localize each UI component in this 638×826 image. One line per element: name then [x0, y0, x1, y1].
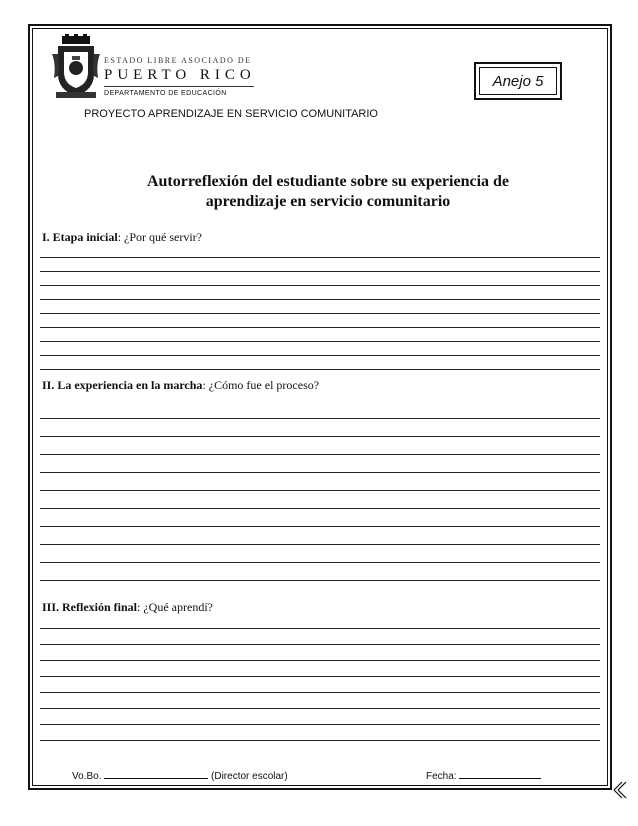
- project-name: PROYECTO APRENDIZAJE EN SERVICIO COMUNITARIO: [84, 108, 378, 120]
- answer-line[interactable]: [40, 660, 600, 661]
- section-1-question: : ¿Por qué servir?: [117, 230, 202, 244]
- answer-line[interactable]: [40, 341, 600, 342]
- answer-line[interactable]: [40, 490, 600, 491]
- answer-line[interactable]: [40, 285, 600, 286]
- page-title: [60, 172, 596, 212]
- section-3-title: III. Reflexión final: [42, 600, 138, 614]
- answer-line[interactable]: [40, 313, 600, 314]
- page-border-inner: [32, 28, 608, 786]
- puerto-rico-text: PUERTO RICO: [104, 67, 256, 83]
- answer-line[interactable]: [40, 355, 600, 356]
- section-3-question: : ¿Qué aprendí?: [137, 600, 213, 614]
- section-2-title: II. La experiencia en la marcha: [42, 378, 203, 392]
- anejo-label: Anejo 5: [479, 67, 557, 95]
- vobo-signature-line[interactable]: [104, 768, 208, 779]
- answer-line[interactable]: [40, 508, 600, 509]
- director-label: (Director escolar): [211, 771, 288, 782]
- vobo-field: [72, 768, 288, 783]
- answer-line[interactable]: [40, 580, 600, 581]
- coat-of-arms-icon: [52, 34, 100, 100]
- answer-line[interactable]: [40, 454, 600, 455]
- title-line-1: Autorreflexión del estudiante sobre su experiencia de: [146, 173, 510, 190]
- answer-line[interactable]: [40, 418, 600, 419]
- fecha-field: [426, 768, 541, 783]
- section-2-question: : ¿Cómo fue el proceso?: [202, 378, 320, 392]
- header-divider: [104, 86, 254, 87]
- answer-line[interactable]: [40, 644, 600, 645]
- answer-line[interactable]: [40, 436, 600, 437]
- section-1-label: [42, 230, 202, 244]
- section-1-title: I. Etapa inicial: [42, 230, 118, 244]
- answer-line[interactable]: [40, 724, 600, 725]
- title-line-2: aprendizaje en servicio comunitario: [205, 193, 451, 210]
- estado-text: ESTADO LIBRE ASOCIADO DE: [104, 56, 252, 65]
- answer-line[interactable]: [40, 628, 600, 629]
- answer-line[interactable]: [40, 369, 600, 370]
- vobo-label: Vo.Bo.: [72, 771, 102, 782]
- answer-line[interactable]: [40, 472, 600, 473]
- answer-line[interactable]: [40, 676, 600, 677]
- anejo-box: [474, 62, 562, 100]
- answer-line[interactable]: [40, 562, 600, 563]
- answer-line[interactable]: [40, 526, 600, 527]
- agency-header: [104, 56, 264, 98]
- answer-line[interactable]: [40, 299, 600, 300]
- fecha-line[interactable]: [459, 768, 541, 779]
- answer-line[interactable]: [40, 708, 600, 709]
- page-corner-mark: [612, 780, 632, 802]
- answer-line[interactable]: [40, 271, 600, 272]
- answer-line[interactable]: [40, 692, 600, 693]
- answer-line[interactable]: [40, 257, 600, 258]
- fecha-label: Fecha:: [426, 771, 457, 782]
- answer-line[interactable]: [40, 327, 600, 328]
- section-3-label: [42, 600, 213, 614]
- departamento-text: DEPARTAMENTO DE EDUCACIÓN: [104, 90, 227, 97]
- section-2-label: [42, 378, 319, 392]
- answer-line[interactable]: [40, 544, 600, 545]
- answer-line[interactable]: [40, 740, 600, 741]
